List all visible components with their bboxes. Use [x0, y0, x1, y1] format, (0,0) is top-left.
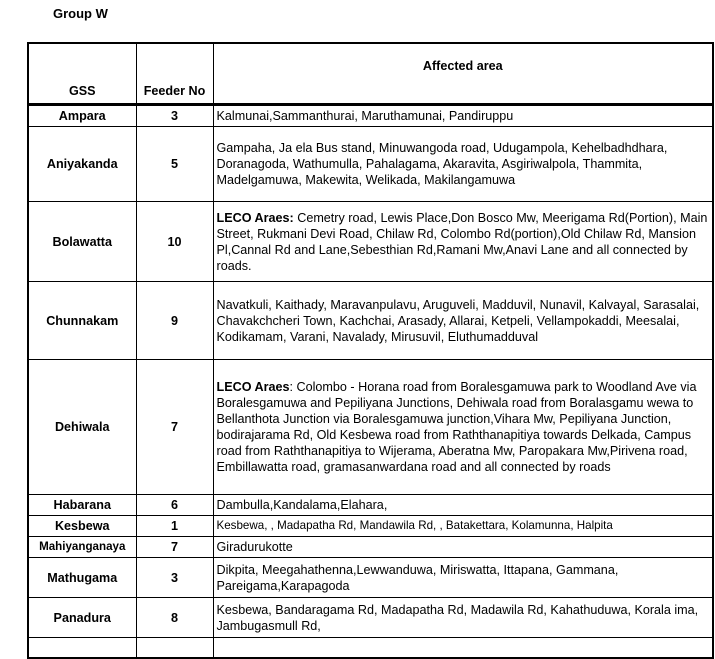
area-text: Kalmunai,Sammanthurai, Maruthamunai, Pandiruppu	[216, 109, 514, 123]
area-prefix: LECO Araes	[216, 380, 290, 394]
gss-cell: Bolawatta	[28, 202, 136, 282]
area-prefix: LECO Araes:	[216, 210, 294, 225]
table-row	[28, 558, 713, 598]
area-text: Kesbewa, , Madapatha Rd, Mandawila Rd, , Batakettara, Kolamunna, Halpita	[216, 519, 613, 532]
header-gss: GSS	[28, 43, 136, 105]
area-text: Dikpita, Meegahathenna,Lewwanduwa, Miriswatta, Ittapana, Gammana, Pareigama,Karapagoda	[216, 562, 619, 593]
header-row	[28, 43, 713, 105]
table-row-partial	[28, 638, 713, 658]
table-row	[28, 537, 713, 558]
area-cell	[213, 105, 713, 127]
gss-cell: Habarana	[28, 495, 136, 516]
area-cell	[213, 360, 713, 495]
feeder-cell: 7	[136, 537, 213, 558]
area-text: Navatkuli, Kaithady, Maravanpulavu, Aruguveli, Madduvil, Nunavil, Kalvayal, Sarasalai, Chavakchcheri Town, Kachchai, Arasady, Allarai, Ketpeli, Vellampokaddi, Meesalai, Kodikamam, Varani, Navalady, Mirusuvil, Eluthumadduval	[216, 297, 700, 344]
area-cell	[213, 537, 713, 558]
feeder-cell: 10	[136, 202, 213, 282]
feeder-cell: 9	[136, 282, 213, 360]
area-text: Kesbewa, Bandaragama Rd, Madapatha Rd, Madawila Rd, Kahathuduwa, Korala ima, Jambugasmull Rd,	[216, 602, 699, 633]
area-cell	[213, 495, 713, 516]
area-cell	[213, 516, 713, 537]
area-cell	[213, 598, 713, 638]
gss-cell: Ampara	[28, 105, 136, 127]
area-cell-empty	[213, 638, 713, 658]
feeder-cell: 8	[136, 598, 213, 638]
feeder-cell: 6	[136, 495, 213, 516]
gss-cell: Dehiwala	[28, 360, 136, 495]
area-cell	[213, 127, 713, 202]
area-text: Cemetry road, Lewis Place,Don Bosco Mw, Meerigama Rd(Portion), Main Street, Rukmani Devi Road, Chilaw Rd, Colombo Rd(portion),Old Chilaw Rd, Mansion Pl,Cannal Rd and Lane,Sebesthian Rd,Ramani Mw,Anavi Lane and all connected by roads.	[216, 210, 708, 273]
gss-cell: Mathugama	[28, 558, 136, 598]
feeder-cell: 1	[136, 516, 213, 537]
area-text: Giradurukotte	[216, 540, 293, 554]
feeder-table	[27, 42, 714, 659]
area-cell	[213, 282, 713, 360]
feeder-cell: 3	[136, 105, 213, 127]
table-row	[28, 495, 713, 516]
area-cell	[213, 558, 713, 598]
feeder-cell: 5	[136, 127, 213, 202]
header-affected-area: Affected area	[213, 43, 713, 105]
table-row	[28, 105, 713, 127]
area-text: Dambulla,Kandalama,Elahara,	[216, 498, 388, 512]
area-text: : Colombo - Horana road from Boralesgamuwa park to Woodland Ave via Boralesgamuwa and Pepiliyana Junctions, Dehiwala road from Boralasgamu wewa to Bellanthota Junction via Boralesgamuwa junction,Vihara Mw, Pepiliyana Junction, bodirajarama Rd, Old Kesbewa road from Raththanapitiya towards Delkada, Campus road from Raththanapitiya to Wijerama, Aberatna Mw, Paropakara Mw,Pirivena road, Embillawatta road, gramasanwardana road and all connected by roads	[216, 380, 697, 474]
group-title: Group W	[53, 6, 108, 21]
area-cell	[213, 202, 713, 282]
gss-cell: Mahiyanganaya	[28, 537, 136, 558]
table-row	[28, 598, 713, 638]
table-row	[28, 127, 713, 202]
gss-cell: Panadura	[28, 598, 136, 638]
feeder-cell-empty	[136, 638, 213, 658]
feeder-cell: 7	[136, 360, 213, 495]
table-row	[28, 360, 713, 495]
header-feeder-no: Feeder No	[136, 43, 213, 105]
table-row	[28, 202, 713, 282]
gss-cell: Kesbewa	[28, 516, 136, 537]
gss-cell-empty	[28, 638, 136, 658]
gss-cell: Aniyakanda	[28, 127, 136, 202]
feeder-cell: 3	[136, 558, 213, 598]
table-row	[28, 282, 713, 360]
table-row	[28, 516, 713, 537]
area-text: Gampaha, Ja ela Bus stand, Minuwangoda road, Udugampola, Kehelbadhdhara, Doranagoda, Wathumulla, Pahalagama, Akaravita, Asgiriwalpola, Thammita, Madelgamuwa, Makewita, Welikada, Makilangamuwa	[216, 141, 668, 187]
gss-cell: Chunnakam	[28, 282, 136, 360]
